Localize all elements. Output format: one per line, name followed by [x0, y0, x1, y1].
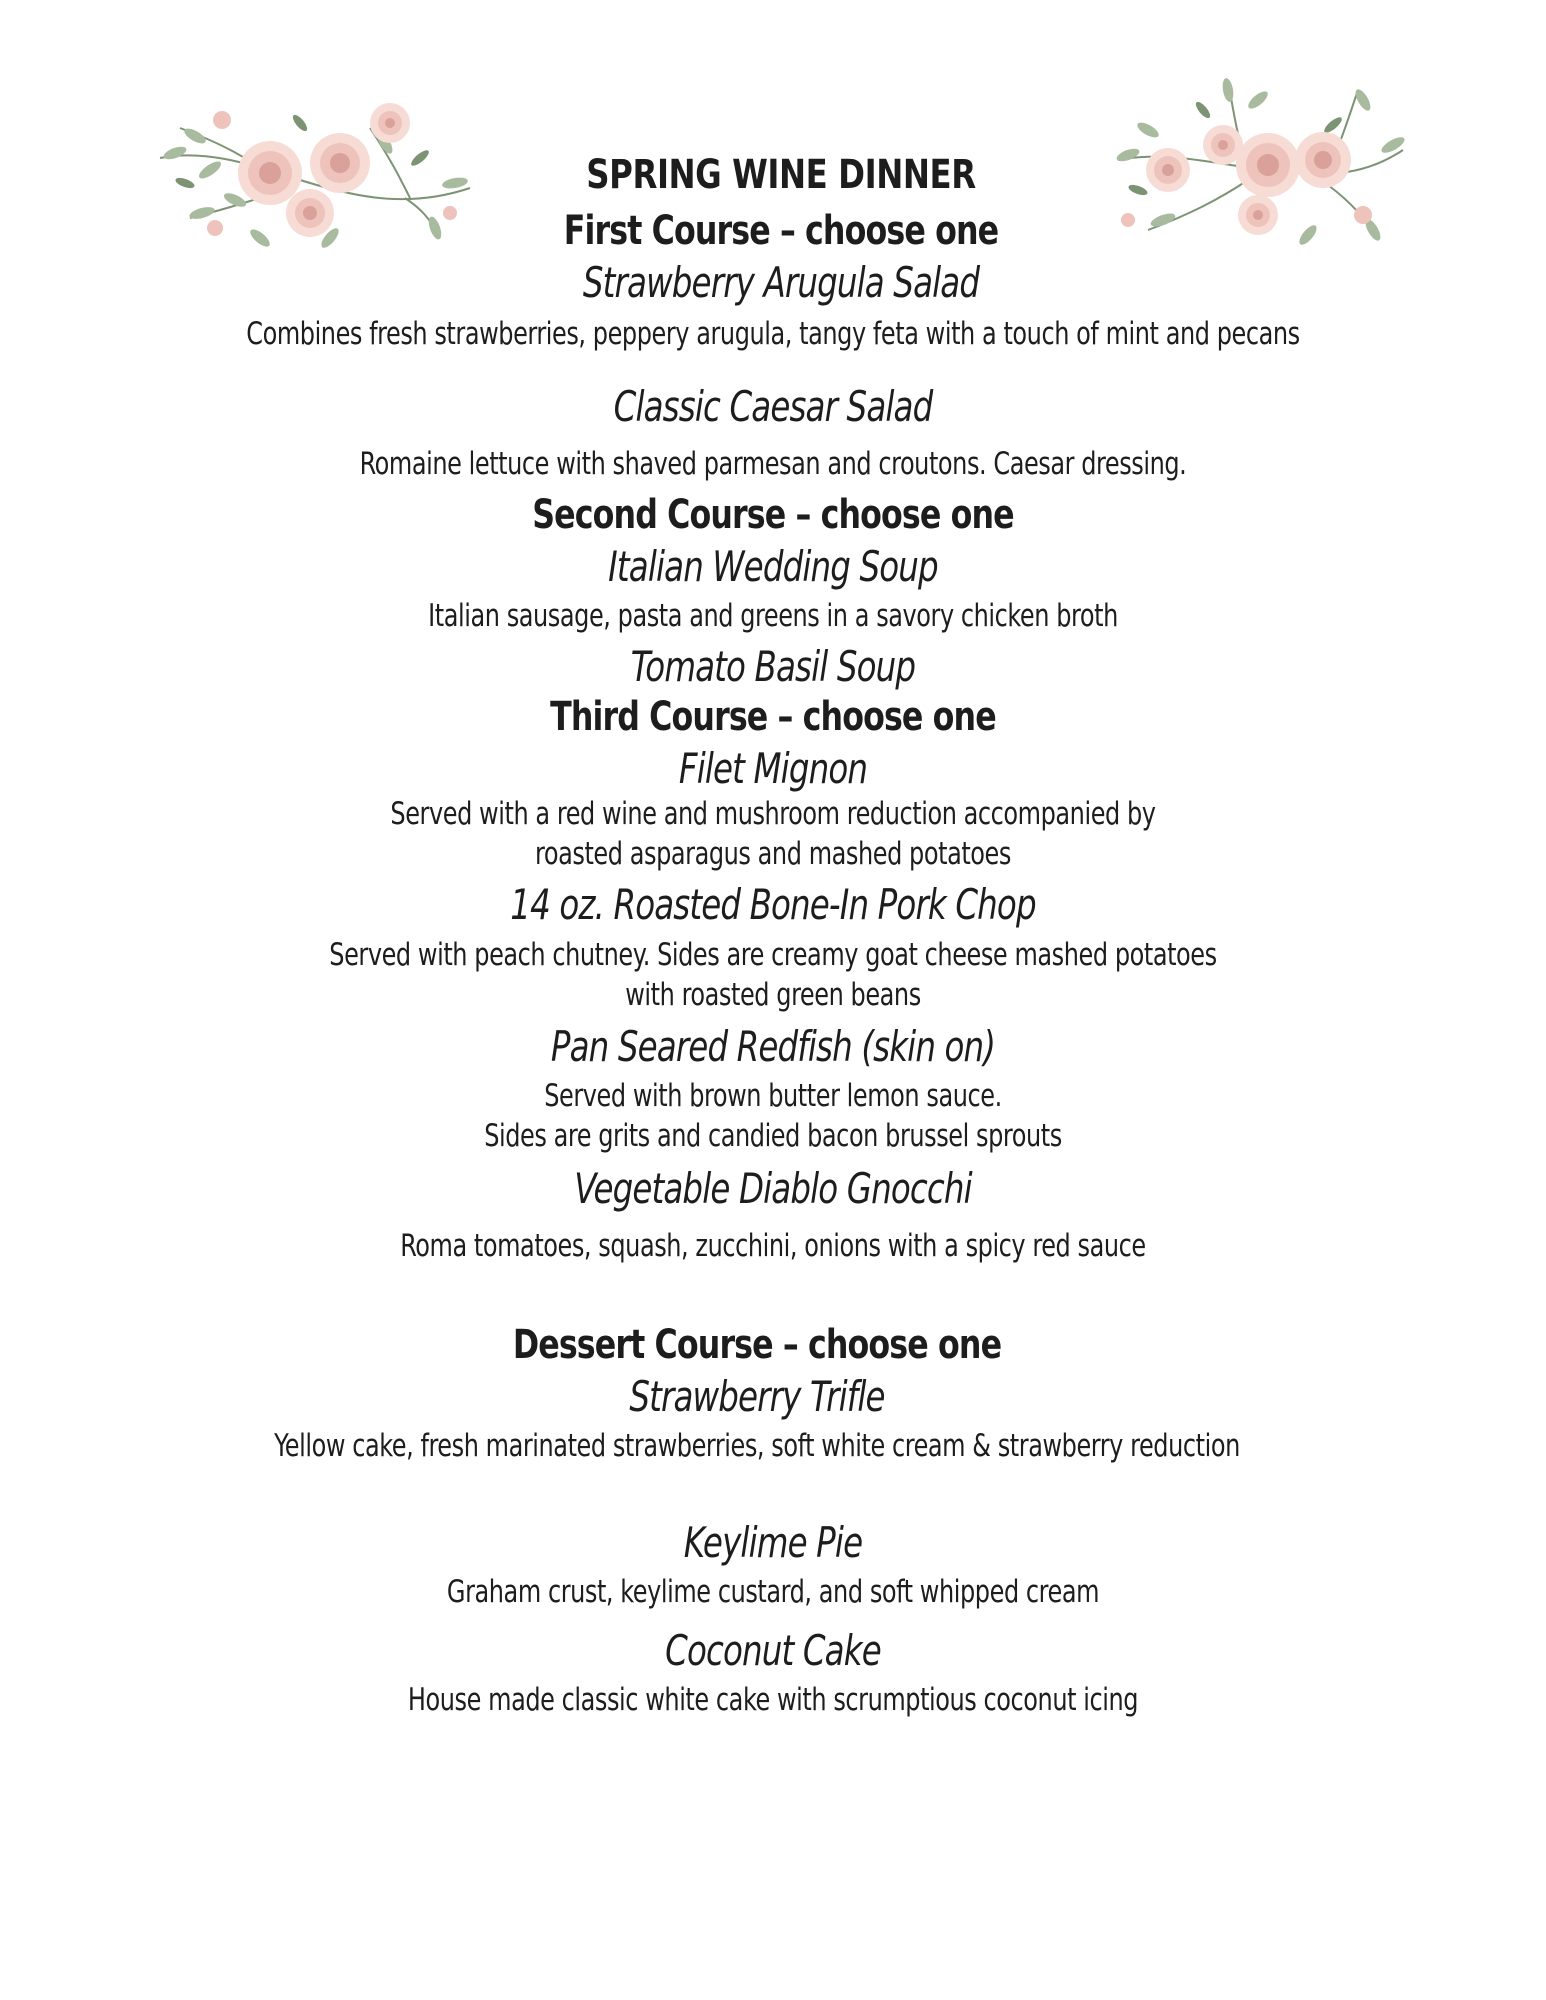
- dish-name: 14 oz. Roasted Bone-In Pork Chop: [510, 880, 1036, 929]
- dish-name: Classic Caesar Salad: [613, 382, 933, 431]
- dish-description: Combines fresh strawberries, peppery arugula, tangy feta with a touch of mint and pecans: [246, 316, 1300, 352]
- third-course-heading: Third Course – choose one: [550, 694, 996, 740]
- dish-description: Roma tomatoes, squash, zucchini, onions with a spicy red sauce: [400, 1228, 1146, 1264]
- dish-description: with roasted green beans: [625, 977, 921, 1013]
- dish-description: Romaine lettuce with shaved parmesan and croutons. Caesar dressing.: [359, 446, 1187, 482]
- first-course-heading: First Course – choose one: [563, 208, 999, 254]
- dish-name: Keylime Pie: [683, 1518, 863, 1567]
- dish-name: Strawberry Trifle: [629, 1372, 885, 1421]
- dish-description: House made classic white cake with scrumptious coconut icing: [407, 1682, 1139, 1718]
- dish-description: Italian sausage, pasta and greens in a savory chicken broth: [428, 598, 1118, 634]
- dish-description: Served with a red wine and mushroom reduction accompanied by: [390, 796, 1156, 832]
- dish-name: Coconut Cake: [665, 1626, 881, 1675]
- dish-description: Served with brown butter lemon sauce.: [544, 1078, 1002, 1114]
- dish-name: Strawberry Arugula Salad: [582, 258, 980, 307]
- dish-name: Tomato Basil Soup: [630, 642, 916, 691]
- dish-description: Served with peach chutney. Sides are creamy goat cheese mashed potatoes: [329, 937, 1217, 973]
- dish-name: Filet Mignon: [678, 744, 868, 793]
- dish-name: Italian Wedding Soup: [608, 542, 938, 591]
- menu-title: SPRING WINE DINNER: [586, 152, 976, 198]
- second-course-heading: Second Course – choose one: [532, 492, 1014, 538]
- dish-name: Pan Seared Redfish (skin on): [550, 1022, 996, 1071]
- dish-description: Sides are grits and candied bacon brussel sprouts: [484, 1118, 1062, 1154]
- dish-name: Vegetable Diablo Gnocchi: [574, 1164, 972, 1213]
- dessert-course-heading: Dessert Course – choose one: [512, 1322, 1002, 1368]
- dish-description: Graham crust, keylime custard, and soft whipped cream: [446, 1574, 1100, 1610]
- dish-description: Yellow cake, fresh marinated strawberries, soft white cream & strawberry reduction: [274, 1428, 1240, 1464]
- dish-description: roasted asparagus and mashed potatoes: [535, 836, 1011, 872]
